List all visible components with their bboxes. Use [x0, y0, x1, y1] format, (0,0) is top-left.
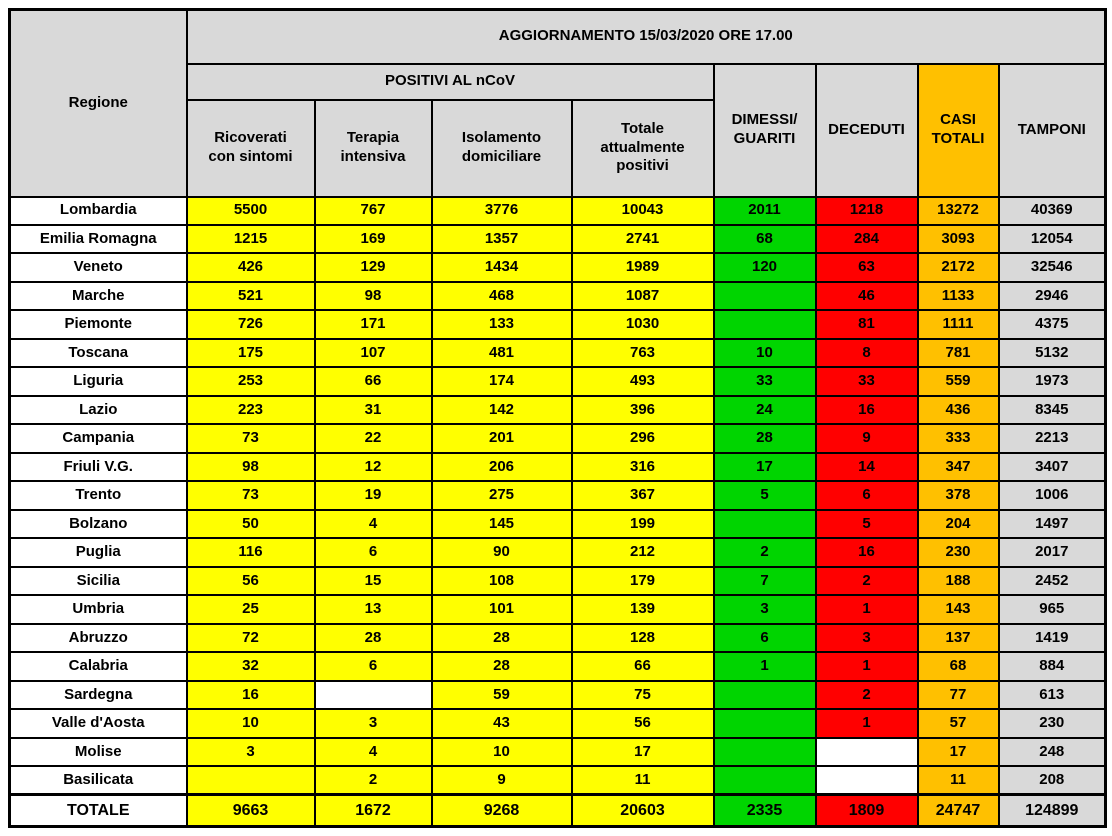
value-cell [187, 766, 315, 794]
value-cell: 46 [816, 282, 918, 310]
value-cell: 13272 [918, 197, 999, 225]
value-cell: 10 [432, 738, 572, 766]
value-cell: 4375 [999, 310, 1106, 338]
value-cell: 116 [187, 538, 315, 566]
column-header-terapia-intensiva: Terapia intensiva [315, 100, 432, 197]
value-cell: 367 [572, 481, 714, 509]
region-name-cell: Sardegna [10, 681, 187, 709]
value-cell: 12 [315, 453, 432, 481]
total-row [10, 795, 1106, 827]
value-cell: 2 [816, 567, 918, 595]
value-cell: 212 [572, 538, 714, 566]
value-cell: 4 [315, 510, 432, 538]
value-cell: 73 [187, 424, 315, 452]
region-name-cell: Sicilia [10, 567, 187, 595]
value-cell [315, 681, 432, 709]
value-cell: 145 [432, 510, 572, 538]
table-body [10, 197, 1106, 827]
value-cell: 56 [187, 567, 315, 595]
value-cell: 32546 [999, 253, 1106, 281]
region-name-cell: Emilia Romagna [10, 225, 187, 253]
value-cell: 1111 [918, 310, 999, 338]
value-cell: 9 [432, 766, 572, 794]
value-cell: 1133 [918, 282, 999, 310]
value-cell: 1672 [315, 795, 432, 827]
value-cell: 175 [187, 339, 315, 367]
value-cell: 3407 [999, 453, 1106, 481]
table-row [10, 225, 1106, 253]
value-cell: 1006 [999, 481, 1106, 509]
value-cell: 73 [187, 481, 315, 509]
value-cell: 31 [315, 396, 432, 424]
value-cell: 204 [918, 510, 999, 538]
value-cell [714, 681, 816, 709]
value-cell: 108 [432, 567, 572, 595]
table-row [10, 253, 1106, 281]
table-title: AGGIORNAMENTO 15/03/2020 ORE 17.00 [187, 10, 1106, 64]
value-cell: 22 [315, 424, 432, 452]
value-cell: 50 [187, 510, 315, 538]
region-name-cell: Bolzano [10, 510, 187, 538]
value-cell: 40369 [999, 197, 1106, 225]
value-cell: 1419 [999, 624, 1106, 652]
value-cell: 98 [187, 453, 315, 481]
value-cell [816, 766, 918, 794]
value-cell: 137 [918, 624, 999, 652]
value-cell: 1989 [572, 253, 714, 281]
table-row [10, 681, 1106, 709]
value-cell: 188 [918, 567, 999, 595]
table-row [10, 595, 1106, 623]
value-cell: 56 [572, 709, 714, 737]
value-cell: 15 [315, 567, 432, 595]
value-cell: 179 [572, 567, 714, 595]
table-row [10, 310, 1106, 338]
value-cell: 1215 [187, 225, 315, 253]
value-cell: 2 [714, 538, 816, 566]
value-cell: 107 [315, 339, 432, 367]
value-cell: 12054 [999, 225, 1106, 253]
column-header-dimessi-guariti: DIMESSI/ GUARITI [714, 64, 816, 197]
region-name-cell: Marche [10, 282, 187, 310]
column-header-isolamento: Isolamento domiciliare [432, 100, 572, 197]
value-cell: 13 [315, 595, 432, 623]
region-name-cell: Umbria [10, 595, 187, 623]
value-cell: 1 [816, 709, 918, 737]
value-cell: 124899 [999, 795, 1106, 827]
value-cell: 230 [918, 538, 999, 566]
value-cell [714, 282, 816, 310]
value-cell: 199 [572, 510, 714, 538]
value-cell: 120 [714, 253, 816, 281]
value-cell: 174 [432, 367, 572, 395]
value-cell: 5 [714, 481, 816, 509]
table-row [10, 738, 1106, 766]
total-label-cell: TOTALE [10, 795, 187, 827]
value-cell: 14 [816, 453, 918, 481]
value-cell: 2011 [714, 197, 816, 225]
value-cell: 284 [816, 225, 918, 253]
table-row [10, 766, 1106, 794]
table-row [10, 424, 1106, 452]
region-name-cell: Liguria [10, 367, 187, 395]
value-cell: 1030 [572, 310, 714, 338]
value-cell: 17 [714, 453, 816, 481]
value-cell: 781 [918, 339, 999, 367]
column-header-tamponi: TAMPONI [999, 64, 1106, 197]
value-cell: 253 [187, 367, 315, 395]
table-row [10, 339, 1106, 367]
table-row [10, 510, 1106, 538]
value-cell: 1 [816, 595, 918, 623]
region-name-cell: Puglia [10, 538, 187, 566]
value-cell: 101 [432, 595, 572, 623]
value-cell: 9268 [432, 795, 572, 827]
value-cell: 333 [918, 424, 999, 452]
value-cell: 28 [714, 424, 816, 452]
value-cell: 2 [315, 766, 432, 794]
value-cell: 208 [999, 766, 1106, 794]
value-cell: 2335 [714, 795, 816, 827]
region-name-cell: Toscana [10, 339, 187, 367]
table-row [10, 282, 1106, 310]
column-header-ricoverati: Ricoverati con sintomi [187, 100, 315, 197]
value-cell [714, 766, 816, 794]
value-cell: 33 [816, 367, 918, 395]
value-cell [714, 310, 816, 338]
table-row [10, 367, 1106, 395]
value-cell: 6 [315, 652, 432, 680]
value-cell: 201 [432, 424, 572, 452]
value-cell: 2213 [999, 424, 1106, 452]
value-cell: 6 [315, 538, 432, 566]
value-cell: 3093 [918, 225, 999, 253]
column-header-totale-positivi: Totale attualmente positivi [572, 100, 714, 197]
value-cell: 5132 [999, 339, 1106, 367]
value-cell: 9663 [187, 795, 315, 827]
value-cell: 16 [816, 538, 918, 566]
value-cell: 33 [714, 367, 816, 395]
table-row [10, 453, 1106, 481]
value-cell: 57 [918, 709, 999, 737]
region-name-cell: Valle d'Aosta [10, 709, 187, 737]
column-header-deceduti: DECEDUTI [816, 64, 918, 197]
value-cell: 2946 [999, 282, 1106, 310]
value-cell: 884 [999, 652, 1106, 680]
value-cell: 493 [572, 367, 714, 395]
column-header-casi-totali: CASI TOTALI [918, 64, 999, 197]
value-cell: 3 [714, 595, 816, 623]
value-cell: 6 [714, 624, 816, 652]
value-cell: 559 [918, 367, 999, 395]
value-cell: 1973 [999, 367, 1106, 395]
table-row [10, 197, 1106, 225]
value-cell: 426 [187, 253, 315, 281]
value-cell: 28 [432, 652, 572, 680]
value-cell: 10043 [572, 197, 714, 225]
value-cell: 72 [187, 624, 315, 652]
value-cell: 68 [918, 652, 999, 680]
table-row [10, 567, 1106, 595]
value-cell: 133 [432, 310, 572, 338]
region-name-cell: Calabria [10, 652, 187, 680]
group-header-positivi: POSITIVI AL nCoV [187, 64, 714, 100]
value-cell: 77 [918, 681, 999, 709]
value-cell: 767 [315, 197, 432, 225]
table-header [10, 10, 1106, 197]
value-cell: 17 [572, 738, 714, 766]
value-cell: 1357 [432, 225, 572, 253]
value-cell: 248 [999, 738, 1106, 766]
value-cell: 98 [315, 282, 432, 310]
value-cell: 1 [816, 652, 918, 680]
region-name-cell: Lazio [10, 396, 187, 424]
table-row [10, 624, 1106, 652]
region-name-cell: Lombardia [10, 197, 187, 225]
value-cell: 481 [432, 339, 572, 367]
value-cell: 206 [432, 453, 572, 481]
value-cell [714, 709, 816, 737]
value-cell: 142 [432, 396, 572, 424]
value-cell: 316 [572, 453, 714, 481]
value-cell: 347 [918, 453, 999, 481]
value-cell: 2741 [572, 225, 714, 253]
value-cell: 4 [315, 738, 432, 766]
value-cell: 468 [432, 282, 572, 310]
value-cell: 24 [714, 396, 816, 424]
value-cell: 11 [572, 766, 714, 794]
value-cell: 66 [572, 652, 714, 680]
value-cell: 143 [918, 595, 999, 623]
value-cell: 5 [816, 510, 918, 538]
value-cell: 139 [572, 595, 714, 623]
value-cell: 11 [918, 766, 999, 794]
value-cell: 59 [432, 681, 572, 709]
value-cell: 613 [999, 681, 1106, 709]
value-cell: 17 [918, 738, 999, 766]
value-cell: 8345 [999, 396, 1106, 424]
value-cell [714, 510, 816, 538]
value-cell: 1497 [999, 510, 1106, 538]
value-cell: 20603 [572, 795, 714, 827]
value-cell: 90 [432, 538, 572, 566]
value-cell: 1218 [816, 197, 918, 225]
value-cell: 10 [714, 339, 816, 367]
value-cell [816, 738, 918, 766]
column-header-regione: Regione [10, 10, 187, 197]
value-cell: 3 [187, 738, 315, 766]
region-name-cell: Trento [10, 481, 187, 509]
value-cell: 169 [315, 225, 432, 253]
value-cell: 25 [187, 595, 315, 623]
value-cell: 171 [315, 310, 432, 338]
value-cell: 3 [816, 624, 918, 652]
table-row [10, 481, 1106, 509]
value-cell: 396 [572, 396, 714, 424]
region-name-cell: Campania [10, 424, 187, 452]
value-cell: 230 [999, 709, 1106, 737]
value-cell: 5500 [187, 197, 315, 225]
value-cell: 8 [816, 339, 918, 367]
value-cell: 436 [918, 396, 999, 424]
value-cell: 1087 [572, 282, 714, 310]
value-cell: 19 [315, 481, 432, 509]
region-name-cell: Veneto [10, 253, 187, 281]
value-cell: 2 [816, 681, 918, 709]
value-cell: 2452 [999, 567, 1106, 595]
region-name-cell: Basilicata [10, 766, 187, 794]
value-cell: 275 [432, 481, 572, 509]
value-cell: 965 [999, 595, 1106, 623]
value-cell: 66 [315, 367, 432, 395]
value-cell: 521 [187, 282, 315, 310]
value-cell: 2172 [918, 253, 999, 281]
value-cell: 1 [714, 652, 816, 680]
value-cell: 3776 [432, 197, 572, 225]
value-cell: 63 [816, 253, 918, 281]
value-cell: 378 [918, 481, 999, 509]
value-cell: 128 [572, 624, 714, 652]
value-cell: 7 [714, 567, 816, 595]
value-cell: 223 [187, 396, 315, 424]
value-cell: 726 [187, 310, 315, 338]
value-cell: 75 [572, 681, 714, 709]
table-row [10, 652, 1106, 680]
value-cell: 6 [816, 481, 918, 509]
value-cell: 129 [315, 253, 432, 281]
value-cell: 16 [816, 396, 918, 424]
value-cell: 81 [816, 310, 918, 338]
covid-regions-table [8, 8, 1107, 828]
value-cell: 24747 [918, 795, 999, 827]
region-name-cell: Friuli V.G. [10, 453, 187, 481]
value-cell: 28 [432, 624, 572, 652]
value-cell: 68 [714, 225, 816, 253]
value-cell: 1434 [432, 253, 572, 281]
table-row [10, 709, 1106, 737]
value-cell: 296 [572, 424, 714, 452]
value-cell: 9 [816, 424, 918, 452]
value-cell: 10 [187, 709, 315, 737]
region-name-cell: Piemonte [10, 310, 187, 338]
value-cell: 32 [187, 652, 315, 680]
value-cell: 763 [572, 339, 714, 367]
region-name-cell: Molise [10, 738, 187, 766]
value-cell: 1809 [816, 795, 918, 827]
value-cell: 43 [432, 709, 572, 737]
value-cell: 28 [315, 624, 432, 652]
value-cell: 16 [187, 681, 315, 709]
value-cell [714, 738, 816, 766]
table-row [10, 396, 1106, 424]
value-cell: 3 [315, 709, 432, 737]
region-name-cell: Abruzzo [10, 624, 187, 652]
table-row [10, 538, 1106, 566]
value-cell: 2017 [999, 538, 1106, 566]
